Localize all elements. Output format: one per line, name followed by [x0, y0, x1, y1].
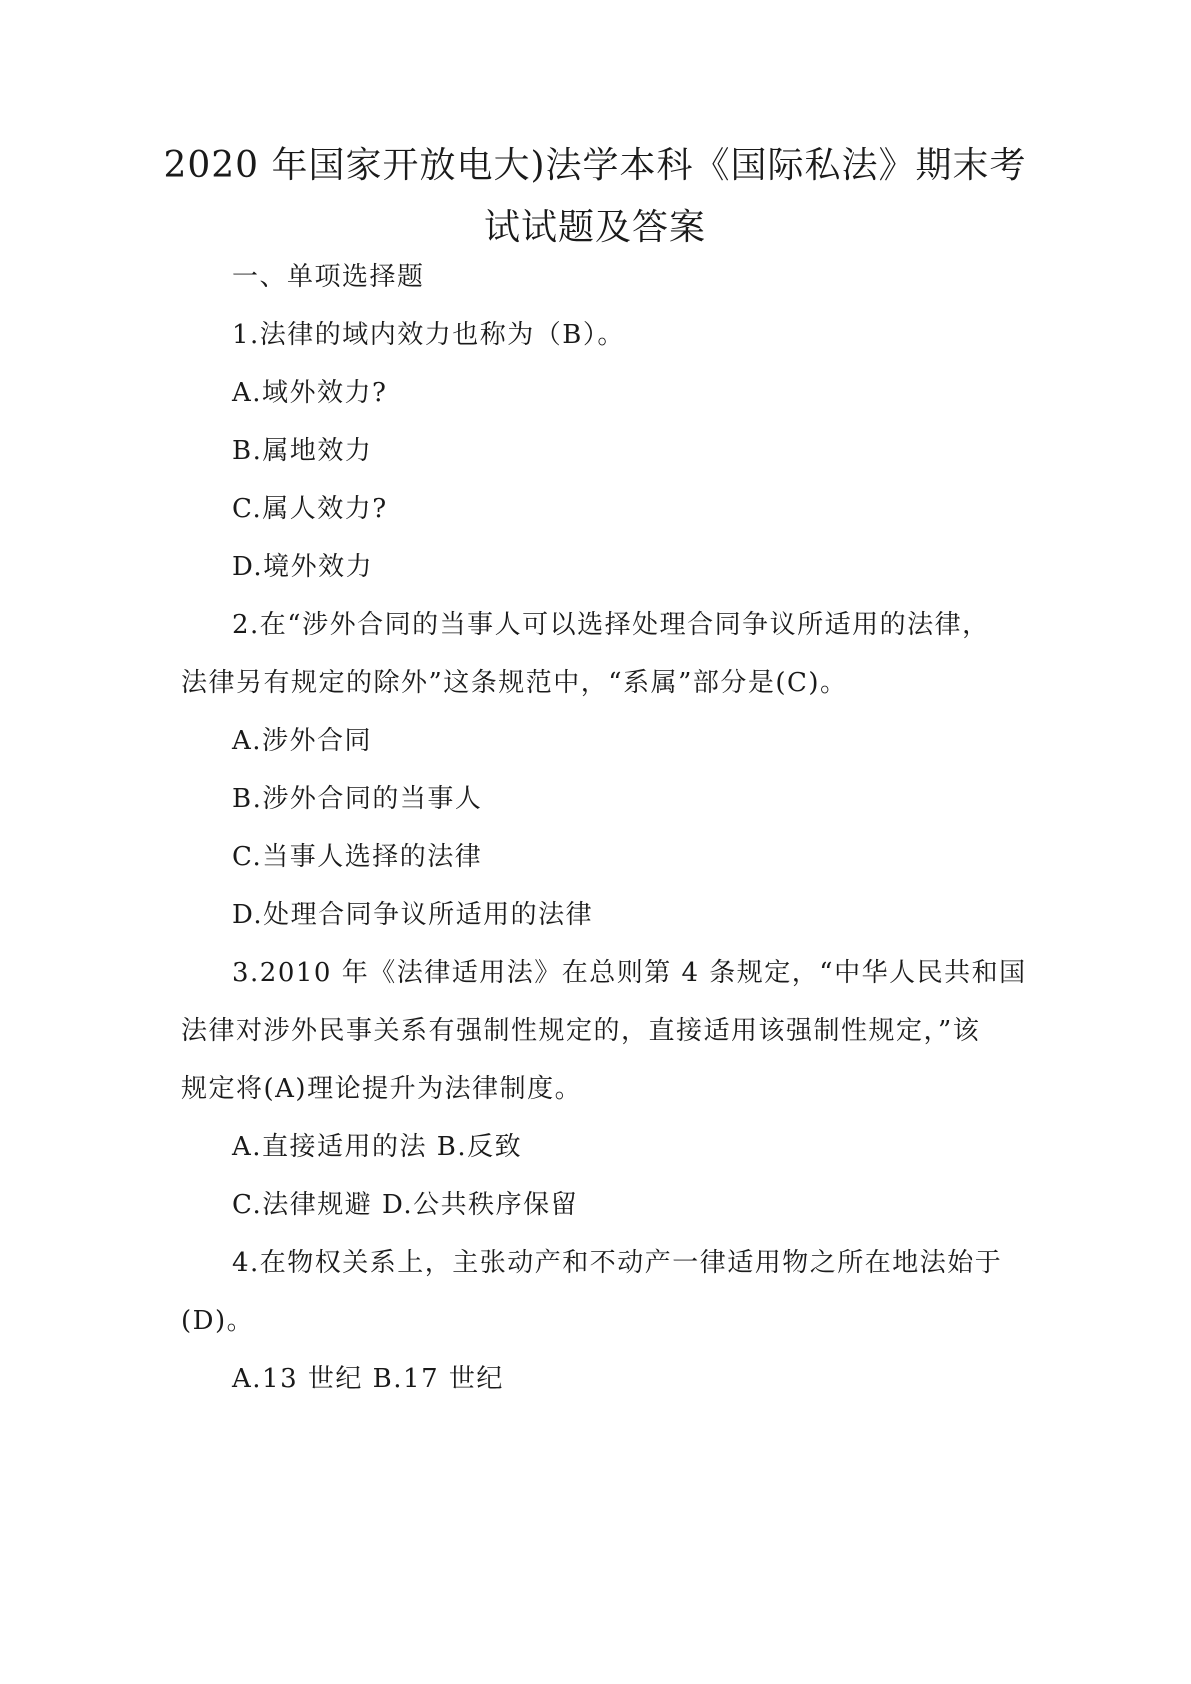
- question-3-options-ab: A.直接适用的法 B.反致: [232, 1132, 523, 1162]
- question-1-option-b: B.属地效力: [232, 436, 373, 466]
- question-4-options-ab: A.13 世纪 B.17 世纪: [232, 1364, 504, 1394]
- question-1-option-a: A.域外效力?: [232, 378, 388, 408]
- question-2-stem-line-1: 2.在“涉外合同的当事人可以选择处理合同争议所适用的法律，: [232, 610, 990, 640]
- question-2-option-c: C.当事人选择的法律: [232, 842, 483, 872]
- question-1-stem: 1.法律的域内效力也称为（B）。: [232, 320, 625, 350]
- question-2-stem-line-2: 法律另有规定的除外”这条规范中，“系属”部分是(C)。: [181, 668, 848, 698]
- section-heading: 一、单项选择题: [232, 262, 425, 292]
- question-4-stem-line-1: 4.在物权关系上，主张动产和不动产一律适用物之所在地法始于: [232, 1248, 1003, 1278]
- question-4-stem-line-2: (D)。: [181, 1306, 255, 1336]
- question-3-options-cd: C.法律规避 D.公共秩序保留: [232, 1190, 579, 1220]
- question-3-stem-line-3: 规定将(A)理论提升为法律制度。: [181, 1074, 583, 1104]
- question-2-option-a: A.涉外合同: [232, 726, 373, 756]
- question-1-option-d: D.境外效力: [232, 552, 374, 582]
- question-2-option-d: D.处理合同争议所适用的法律: [232, 900, 594, 930]
- document-title-line-1: 2020 年国家开放电大)法学本科《国际私法》期末考: [163, 145, 1027, 186]
- question-3-stem-line-2: 法律对涉外民事关系有强制性规定的，直接适用该强制性规定，”该: [181, 1016, 981, 1046]
- document-title-line-2: 试试题及答案: [483, 207, 706, 248]
- question-2-option-b: B.涉外合同的当事人: [232, 784, 483, 814]
- question-3-stem-line-1: 3.2010 年《法律适用法》在总则第 4 条规定，“中华人民共和国: [232, 958, 1027, 988]
- question-1-option-c: C.属人效力?: [232, 494, 388, 524]
